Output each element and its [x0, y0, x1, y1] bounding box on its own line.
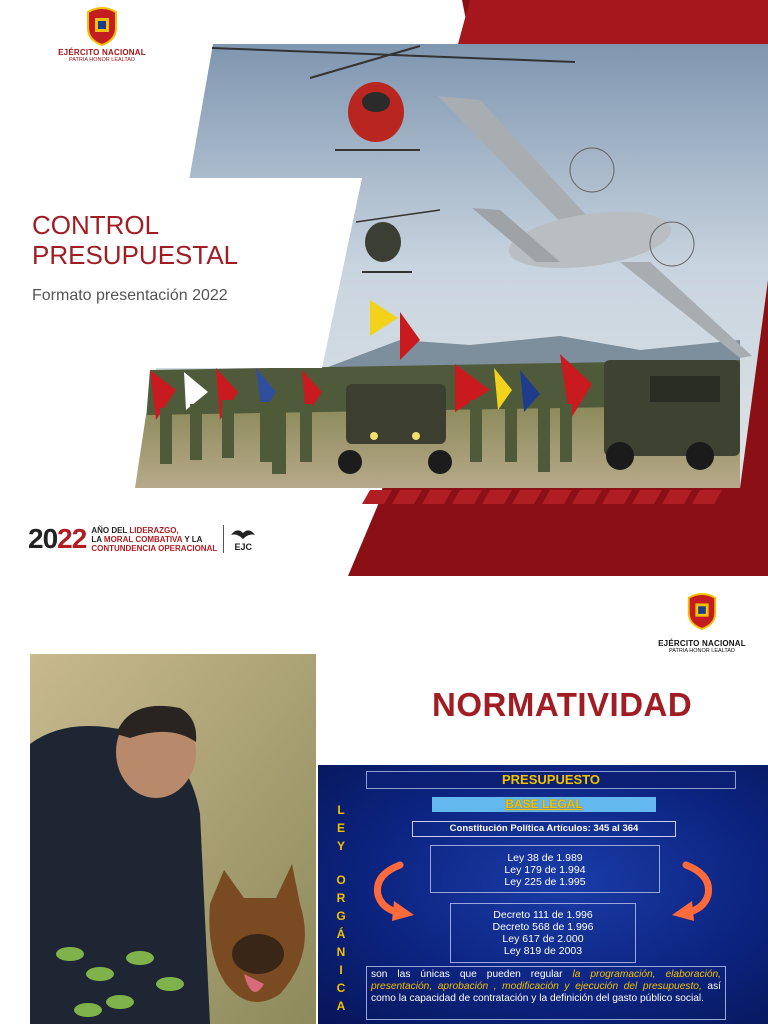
army-logo	[46, 6, 158, 76]
curved-arrow-left-icon	[370, 861, 416, 923]
army-shield-icon	[685, 590, 719, 632]
year-separator	[223, 525, 224, 553]
army-shield-icon	[84, 6, 120, 46]
legal-basis-panel	[318, 765, 768, 1024]
vert-letter: C	[336, 981, 346, 995]
slogan-1a: AÑO DEL	[91, 525, 130, 535]
logo-title: EJÉRCITO NACIONAL	[58, 48, 146, 57]
vertical-ley-organica	[332, 801, 350, 1015]
slogan-2c: Y LA	[182, 534, 203, 544]
vert-letter: Y	[336, 839, 345, 853]
decree-item: Decreto 568 de 1.996	[492, 921, 594, 933]
normatividad-slide	[0, 576, 768, 1024]
year-banner	[28, 522, 256, 556]
budget-header: PRESUPUESTO	[366, 771, 736, 789]
logo-motto: PATRIA HONOR LEALTAD	[69, 57, 135, 63]
vert-letter: G	[336, 909, 346, 923]
curved-arrow-right-icon	[670, 861, 716, 923]
slide-subtitle: Formato presentación 2022	[32, 287, 228, 304]
title-card	[0, 178, 362, 368]
title-line-1: CONTROL	[32, 210, 160, 240]
law-item: Ley 225 de 1.995	[504, 876, 586, 888]
slogan-2b: MORAL COMBATIVA	[103, 534, 183, 544]
para-part-b: así como la capacidad de contratación y la definición del gasto público social.	[371, 981, 721, 1004]
decree-item: Decreto 111 de 1.996	[493, 909, 593, 921]
vert-letter: N	[336, 945, 346, 959]
logo-title: EJÉRCITO NACIONAL	[658, 639, 746, 648]
year-slogan	[91, 526, 217, 553]
vert-letter: R	[336, 891, 346, 905]
ejc-logo	[230, 527, 256, 552]
title-line-2: PRESUPUESTAL	[32, 240, 239, 270]
vert-letter: L	[337, 803, 345, 817]
armored-truck	[604, 360, 740, 470]
para-emphasis: la programación, elaboración, presentación, aprobación , modificación y ejecución del presupuesto,	[371, 969, 721, 992]
legal-base-label: BASE LEGAL	[432, 797, 656, 812]
vert-letter: O	[336, 873, 346, 887]
slide-title: NORMATIVIDAD	[432, 686, 693, 723]
army-logo	[648, 590, 756, 654]
constitution-articles: Constitución Política Artículos: 345 al 364	[412, 821, 676, 837]
law-item: Ley 38 de 1.989	[507, 852, 583, 864]
vert-letter: A	[336, 999, 346, 1013]
year-part-b: 22	[57, 523, 87, 554]
law-item: Ley 179 de 1.994	[504, 864, 586, 876]
laws-box	[430, 845, 660, 893]
decree-item: Ley 819 de 2003	[503, 945, 583, 957]
year-part-a: 20	[28, 523, 58, 554]
para-part-a: son las únicas que pueden regular	[371, 969, 573, 980]
year-number	[28, 523, 86, 555]
slogan-2a: LA	[91, 534, 104, 544]
logo-motto: PATRIA HONOR LEALTAD	[669, 648, 735, 654]
decrees-box	[450, 903, 636, 963]
ejc-label: EJC	[234, 541, 252, 552]
vert-letter: E	[336, 821, 345, 835]
slide-title	[32, 210, 332, 270]
slogan-1b: LIDERAZGO,	[129, 525, 179, 535]
eagle-icon	[230, 527, 256, 541]
vert-letter: Á	[336, 927, 346, 941]
slogan-3: CONTUNDENCIA OPERACIONAL	[91, 543, 218, 553]
legal-description	[366, 966, 726, 1020]
soldier-with-dog-photo	[30, 654, 316, 1024]
decree-item: Ley 617 de 2.000	[502, 933, 584, 945]
vert-letter: I	[339, 963, 343, 977]
